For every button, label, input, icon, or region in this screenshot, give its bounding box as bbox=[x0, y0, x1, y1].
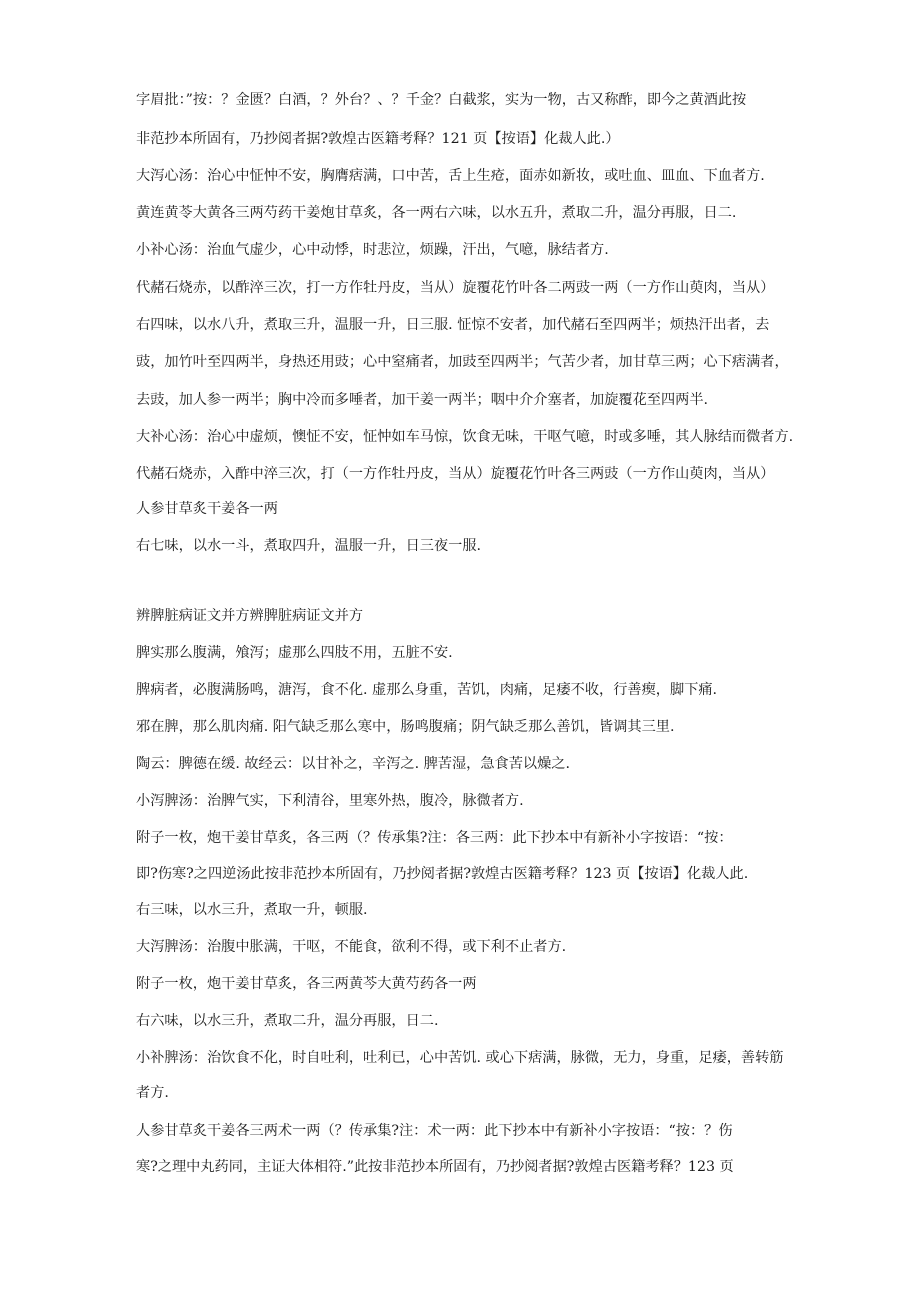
text-line: 脾实那么腹满，飧泻；虚那么四肢不用，五脏不安. bbox=[136, 645, 453, 661]
text-line: 黄连黄苓大黄各三两芍药干姜炮甘草炙，各一两右六味，以水五升，煮取二升，温分再服，日二. bbox=[136, 205, 737, 221]
text-line: 附子一枚，炮干姜甘草炙，各三两黄芩大黄芍药各一两 bbox=[136, 976, 477, 992]
text-line: 小补脾汤：治饮食不化，时自吐利，吐利已，心中苦饥. 或心下痞满，脉微，无力，身重，足痿，善转筋 bbox=[136, 1050, 784, 1066]
text-line: 大补心汤：治心中虚烦，懊怔不安，怔忡如车马惊，饮食无味，干呕气噫，时或多唾，其人脉结而微者方. bbox=[136, 429, 794, 445]
text-line: 脾病者，必腹满肠鸣，溏泻，食不化. 虚那么身重，苦饥，肉痛，足痿不收，行善瘈，脚下痛. bbox=[136, 682, 718, 698]
text-line: 邪在脾，那么肌肉痛. 阳气缺乏那么寒中，肠鸣腹痛；阴气缺乏那么善饥，皆调其三里. bbox=[136, 719, 675, 735]
text-line: 人参甘草炙干姜各三两术一两（？传承集?注：术一两：此下抄本中有新补小字按语：“按：？伤 bbox=[136, 1123, 733, 1139]
text-line: 小泻脾汤：治脾气实，下利清谷，里寒外热，腹冷，脉微者方. bbox=[136, 793, 524, 809]
text-line: 寒?之理中丸药同，主证大体相符.”此按非范抄本所固有，乃抄阅者据?敦煌古医籍考释？123 页 bbox=[136, 1159, 734, 1175]
text-line: 即?伤寒?之四逆汤此按非范抄本所固有，乃抄阅者据?敦煌古医籍考释？123 页【按语】化裁人此. bbox=[136, 866, 749, 882]
text-line: 陶云：脾德在缓. 故经云：以甘补之，辛泻之. 脾苦湿，急食苦以燥之. bbox=[136, 756, 570, 772]
text-line: 豉，加竹叶至四两半，身热还用豉；心中窒痛者，加豉至四两半；气苦少者，加甘草三两；心下痞满者， bbox=[136, 354, 789, 370]
text-line: 人参甘草炙干姜各一两 bbox=[136, 501, 278, 517]
text-line: 者方. bbox=[136, 1085, 169, 1101]
text-line: 右四味，以水八升，煮取三升，温服一升，日三服. 怔惊不安者，加代赭石至四两半；烦热汗出者，去 bbox=[136, 317, 770, 333]
text-line: 代赭石烧赤，以酢淬三次，打一方作牡丹皮，当从）旋覆花竹叶各二两豉一两（一方作山萸肉，当从） bbox=[136, 280, 775, 296]
text-line: 小补心汤：治血气虚少，心中动悸，时悲泣，烦躁，汗出，气噫，脉结者方. bbox=[136, 242, 609, 258]
text-line: 非范抄本所固有，乃抄阅者据?敦煌古医籍考释？121 页【按语】化裁人此.） bbox=[136, 131, 620, 147]
section-heading: 辨脾脏病证文并方辨脾脏病证文并方 bbox=[136, 608, 364, 624]
text-line: 右六味，以水三升，煮取二升，温分再服，日二. bbox=[136, 1013, 439, 1029]
text-line: 代赭石烧赤，入酢中淬三次，打（一方作牡丹皮，当从）旋覆花竹叶各三两豉（一方作山萸肉，当从） bbox=[136, 466, 775, 482]
text-line: 大泻脾汤：治腹中胀满，干呕，不能食，欲利不得，或下利不止者方. bbox=[136, 939, 567, 955]
text-line: 字眉批：”按：？金匮？白酒，？外台？、？千金？白截浆，实为一物，古又称酢，即今之黄酒此按 bbox=[136, 92, 747, 108]
text-line: 附子一枚，炮干姜甘草炙，各三两（？传承集?注：各三两：此下抄本中有新补小字按语：“按： bbox=[136, 830, 733, 846]
text-line: 右三味，以水三升，煮取一升，顿服. bbox=[136, 902, 368, 918]
text-line: 右七味，以水一斗，煮取四升，温服一升，日三夜一服. bbox=[136, 538, 482, 554]
text-line: 去豉，加人参一两半；胸中冷而多唾者，加干姜一两半；咽中介介塞者，加旋覆花至四两半. bbox=[136, 392, 709, 408]
text-line: 大泻心汤：治心中怔忡不安，胸膺痞满，口中苦，舌上生疮，面赤如新妆，或吐血、皿血、下血者方. bbox=[136, 168, 765, 184]
